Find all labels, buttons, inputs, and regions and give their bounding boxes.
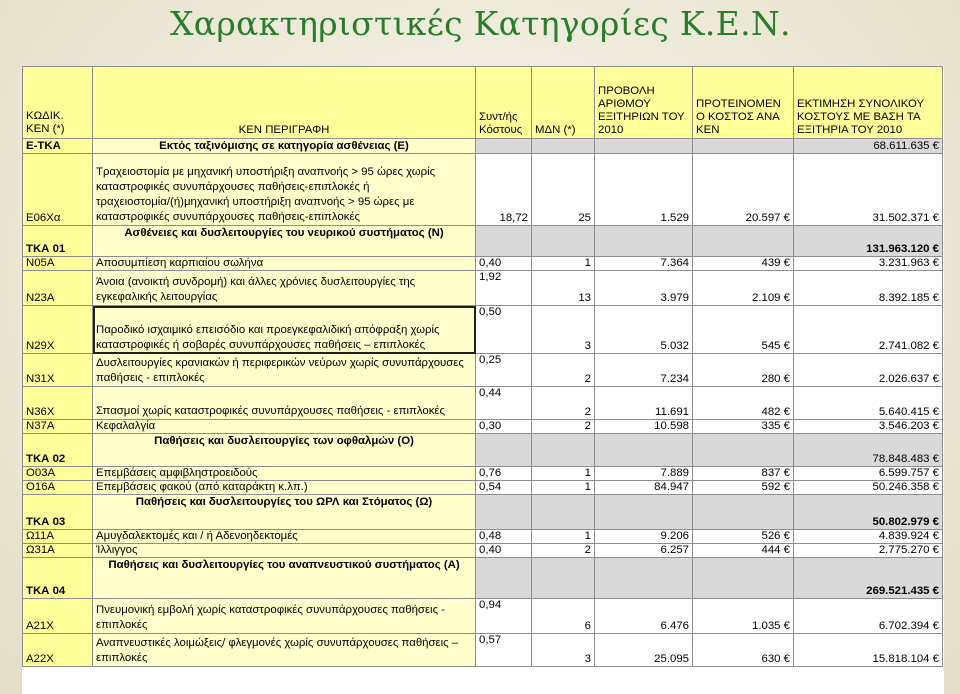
row-discharges[interactable]: 3.979 (595, 271, 693, 306)
table-row (23, 387, 943, 420)
empty-cell[interactable] (693, 558, 794, 599)
row-total-cost[interactable]: 2.026.637 € (794, 354, 943, 387)
group-total[interactable]: 78.848.483 € (794, 434, 943, 467)
row-code[interactable]: Ν29Χ (23, 306, 93, 354)
row-proposed-cost[interactable]: 2.109 € (693, 271, 794, 306)
row-mdn[interactable]: 13 (532, 271, 595, 306)
empty-cell[interactable] (476, 226, 532, 257)
row-mdn[interactable]: 1 (532, 530, 595, 544)
row-code[interactable]: Ν36Χ (23, 387, 93, 420)
row-total-cost[interactable]: 8.392.185 € (794, 271, 943, 306)
row-code[interactable]: Ο03Α (23, 467, 93, 481)
row-mdn[interactable]: 6 (532, 599, 595, 634)
row-discharges[interactable]: 10.598 (595, 420, 693, 434)
header-row (23, 67, 943, 139)
group-row (23, 139, 943, 154)
table-row (23, 420, 943, 434)
group-title[interactable]: Παθήσεις και δυσλειτουργίες του αναπνευστικού συστήματος (Α) (93, 558, 476, 599)
row-cost-coefficient[interactable]: 18,72 (476, 154, 532, 226)
group-row (23, 495, 943, 530)
group-title[interactable]: Παθήσεις και δυσλειτουργίες των οφθαλμών (Ο) (93, 434, 476, 467)
row-proposed-cost[interactable]: 444 € (693, 544, 794, 558)
table-row (23, 271, 943, 306)
row-description[interactable]: Επεμβάσεις αμφιβληστροειδούς (93, 467, 476, 481)
table-row (23, 530, 943, 544)
empty-cell[interactable] (595, 495, 693, 530)
empty-cell[interactable] (595, 558, 693, 599)
row-total-cost[interactable]: 31.502.371 € (794, 154, 943, 226)
table-row (23, 544, 943, 558)
group-title[interactable]: Εκτός ταξινόμισης σε κατηγορία ασθένειας (Ε) (93, 139, 476, 154)
row-cost-coefficient[interactable]: 0,57 (476, 634, 532, 667)
row-total-cost[interactable]: 6.702.394 € (794, 599, 943, 634)
row-mdn[interactable]: 1 (532, 467, 595, 481)
row-proposed-cost[interactable]: 837 € (693, 467, 794, 481)
row-proposed-cost[interactable]: 482 € (693, 387, 794, 420)
row-total-cost[interactable]: 5.640.415 € (794, 387, 943, 420)
row-cost-coefficient[interactable]: 0,44 (476, 387, 532, 420)
header-code[interactable]: ΚΩΔΙΚ. ΚΕΝ (*) (23, 67, 93, 139)
group-code[interactable]: ΤΚΑ 03 (23, 495, 93, 530)
row-total-cost[interactable]: 2.741.082 € (794, 306, 943, 354)
empty-cell[interactable] (476, 434, 532, 467)
empty-cell[interactable] (532, 139, 595, 154)
row-code[interactable]: Ε06Χα (23, 154, 93, 226)
row-discharges[interactable]: 7.234 (595, 354, 693, 387)
empty-cell[interactable] (693, 434, 794, 467)
row-cost-coefficient[interactable]: 0,30 (476, 420, 532, 434)
row-proposed-cost[interactable]: 1.035 € (693, 599, 794, 634)
row-mdn[interactable]: 3 (532, 306, 595, 354)
row-cost-coefficient[interactable]: 0,50 (476, 306, 532, 354)
page-title: Χαρακτηριστικές Κατηγορίες Κ.Ε.Ν. (170, 4, 791, 43)
empty-cell[interactable] (595, 139, 693, 154)
group-title[interactable]: Ασθένειες και δυσλειτουργίες του νευρικού συστήματος (Ν) (93, 226, 476, 257)
row-total-cost[interactable]: 2.775.270 € (794, 544, 943, 558)
header-proposed-cost[interactable]: ΠΡΟΤΕΙΝΟΜΕΝ Ο ΚΟΣΤΟΣ ΑΝΑ ΚΕΝ (693, 67, 794, 139)
header-description[interactable]: ΚΕΝ ΠΕΡΙΓΡΑΦΗ (93, 67, 476, 139)
row-total-cost[interactable]: 4.839.924 € (794, 530, 943, 544)
spreadsheet (22, 66, 944, 694)
row-proposed-cost[interactable]: 592 € (693, 481, 794, 495)
row-cost-coefficient[interactable]: 1,92 (476, 271, 532, 306)
row-proposed-cost[interactable]: 526 € (693, 530, 794, 544)
empty-cell[interactable] (476, 558, 532, 599)
row-total-cost[interactable]: 50.246.358 € (794, 481, 943, 495)
group-code[interactable]: ΤΚΑ 01 (23, 226, 93, 257)
row-description[interactable]: Τραχειοστομία με μηχανική υποστήριξη αναπνοής > 95 ώρες χωρίς καταστροφικές συνυπάρχουσες παθήσεις-επιπλοκές ή τραχειοστομία/(ή)μηχανική υποστήριξη αναπνοής > 95 ώρες με καταστροφικές συνυπάρχουσες παθήσεις-επιπλοκές (93, 154, 476, 226)
row-description[interactable]: Αναπνευστικές λοιμώξεις/ φλεγμονές χωρίς συνυπάρχουσες παθήσεις – επιπλοκές (93, 634, 476, 667)
empty-cell[interactable] (476, 139, 532, 154)
row-mdn[interactable]: 3 (532, 634, 595, 667)
row-mdn[interactable]: 2 (532, 354, 595, 387)
empty-cell[interactable] (693, 139, 794, 154)
row-description[interactable]: Σπασμοί χωρίς καταστροφικές συνυπάρχουσες παθήσεις - επιπλοκές (93, 387, 476, 420)
row-total-cost[interactable]: 3.546.203 € (794, 420, 943, 434)
row-cost-coefficient[interactable]: 0,94 (476, 599, 532, 634)
group-row (23, 434, 943, 467)
table-row (23, 257, 943, 271)
table-row (23, 481, 943, 495)
table-row (23, 634, 943, 667)
row-cost-coefficient[interactable]: 0,76 (476, 467, 532, 481)
row-discharges[interactable]: 5.032 (595, 306, 693, 354)
row-total-cost[interactable]: 15.818.104 € (794, 634, 943, 667)
empty-cell[interactable] (532, 558, 595, 599)
empty-cell[interactable] (595, 434, 693, 467)
empty-cell[interactable] (693, 495, 794, 530)
row-discharges[interactable]: 7.889 (595, 467, 693, 481)
empty-cell[interactable] (532, 434, 595, 467)
row-description[interactable]: Κεφαλαλγία (93, 420, 476, 434)
row-proposed-cost[interactable]: 335 € (693, 420, 794, 434)
row-total-cost[interactable]: 3.231.963 € (794, 257, 943, 271)
empty-cell[interactable] (532, 495, 595, 530)
row-code[interactable]: Ο16Α (23, 481, 93, 495)
empty-cell[interactable] (595, 226, 693, 257)
row-proposed-cost[interactable]: 439 € (693, 257, 794, 271)
row-discharges[interactable]: 9.206 (595, 530, 693, 544)
row-discharges[interactable]: 7.364 (595, 257, 693, 271)
empty-cell[interactable] (693, 226, 794, 257)
table-row (23, 599, 943, 634)
group-title[interactable]: Παθήσεις και δυσλειτουργίες του ΩΡΛ και Στόματος (Ω) (93, 495, 476, 530)
row-mdn[interactable]: 1 (532, 257, 595, 271)
row-description[interactable]: Επεμβάσεις φακού (από καταράκτη κ.λπ.) (93, 481, 476, 495)
row-cost-coefficient[interactable]: 0,48 (476, 530, 532, 544)
row-code[interactable]: Ν23Α (23, 271, 93, 306)
row-proposed-cost[interactable]: 545 € (693, 306, 794, 354)
row-code[interactable]: Ν05Α (23, 257, 93, 271)
ken-table (22, 66, 943, 667)
row-description[interactable]: Ίλλιγγος (93, 544, 476, 558)
group-total[interactable]: 68.611.635 € (794, 139, 943, 154)
row-description[interactable]: Αμυγδαλεκτομές και / ή Αδενοηδεκτομές (93, 530, 476, 544)
row-discharges[interactable]: 1.529 (595, 154, 693, 226)
header-mdn[interactable]: ΜΔΝ (*) (532, 67, 595, 139)
row-description[interactable]: Παροδικό ισχαιμικό επεισόδιο και προεγκεφαλιδική απόφραξη χωρίς καταστροφικές ή σοβαρές συνυπάρχουσες παθήσεις – επιπλοκές (93, 306, 476, 354)
group-row (23, 558, 943, 599)
row-mdn[interactable]: 25 (532, 154, 595, 226)
row-mdn[interactable]: 2 (532, 544, 595, 558)
row-description[interactable]: Αποσυμπίεση καρπιαίου σωλήνα (93, 257, 476, 271)
row-cost-coefficient[interactable]: 0,40 (476, 257, 532, 271)
row-code[interactable]: Α22Χ (23, 634, 93, 667)
row-cost-coefficient[interactable]: 0,54 (476, 481, 532, 495)
row-discharges[interactable]: 6.476 (595, 599, 693, 634)
group-row (23, 226, 943, 257)
row-description[interactable]: Πνευμονική εμβολή χωρίς καταστροφικές συνυπάρχουσες παθήσεις - επιπλοκές (93, 599, 476, 634)
row-total-cost[interactable]: 6.599.757 € (794, 467, 943, 481)
row-discharges[interactable]: 84.947 (595, 481, 693, 495)
row-cost-coefficient[interactable]: 0,25 (476, 354, 532, 387)
row-code[interactable]: Ν37Α (23, 420, 93, 434)
table-row (23, 154, 943, 226)
row-proposed-cost[interactable]: 20.597 € (693, 154, 794, 226)
row-proposed-cost[interactable]: 280 € (693, 354, 794, 387)
row-code[interactable]: Α21Χ (23, 599, 93, 634)
row-code[interactable]: Ν31Χ (23, 354, 93, 387)
row-cost-coefficient[interactable]: 0,40 (476, 544, 532, 558)
row-mdn[interactable]: 2 (532, 387, 595, 420)
row-mdn[interactable]: 2 (532, 420, 595, 434)
group-total[interactable]: 131.963.120 € (794, 226, 943, 257)
group-code[interactable]: ΤΚΑ 04 (23, 558, 93, 599)
row-code[interactable]: Ω11Α (23, 530, 93, 544)
row-discharges[interactable]: 6.257 (595, 544, 693, 558)
row-proposed-cost[interactable]: 630 € (693, 634, 794, 667)
row-mdn[interactable]: 1 (532, 481, 595, 495)
row-description[interactable]: Άνοια (ανοικτή συνδρομή) και άλλες χρόνιες δυσλειτουργίες της εγκεφαλικής λειτουργίας (93, 271, 476, 306)
group-total[interactable]: 50.802.979 € (794, 495, 943, 530)
table-row (23, 306, 943, 354)
table-row (23, 354, 943, 387)
header-total-cost-estimate[interactable]: ΕΚΤΙΜΗΣΗ ΣΥΝΟΛΙΚΟΥ ΚΟΣΤΟΥΣ ΜΕ ΒΑΣΗ ΤΑ ΕΞΙΤΗΡΙΑ ΤΟΥ 2010 (794, 67, 943, 139)
table-row (23, 467, 943, 481)
row-discharges[interactable]: 25.095 (595, 634, 693, 667)
row-discharges[interactable]: 11.691 (595, 387, 693, 420)
group-total[interactable]: 269.521.435 € (794, 558, 943, 599)
header-cost-coefficient[interactable]: Συντ/ής Κόστους (476, 67, 532, 139)
empty-cell[interactable] (532, 226, 595, 257)
group-code[interactable]: Ε-ΤΚΑ (23, 139, 93, 154)
empty-cell[interactable] (476, 495, 532, 530)
header-discharges-projection[interactable]: ΠΡΟΒΟΛΗ ΑΡΙΘΜΟΥ ΕΞΙΤΗΡΙΩΝ ΤΟΥ 2010 (595, 67, 693, 139)
row-code[interactable]: Ω31Α (23, 544, 93, 558)
row-description[interactable]: Δυσλειτουργίες κρανιακών ή περιφερικών νεύρων χωρίς συνυπάρχουσες παθήσεις - επιπλοκές (93, 354, 476, 387)
group-code[interactable]: ΤΚΑ 02 (23, 434, 93, 467)
